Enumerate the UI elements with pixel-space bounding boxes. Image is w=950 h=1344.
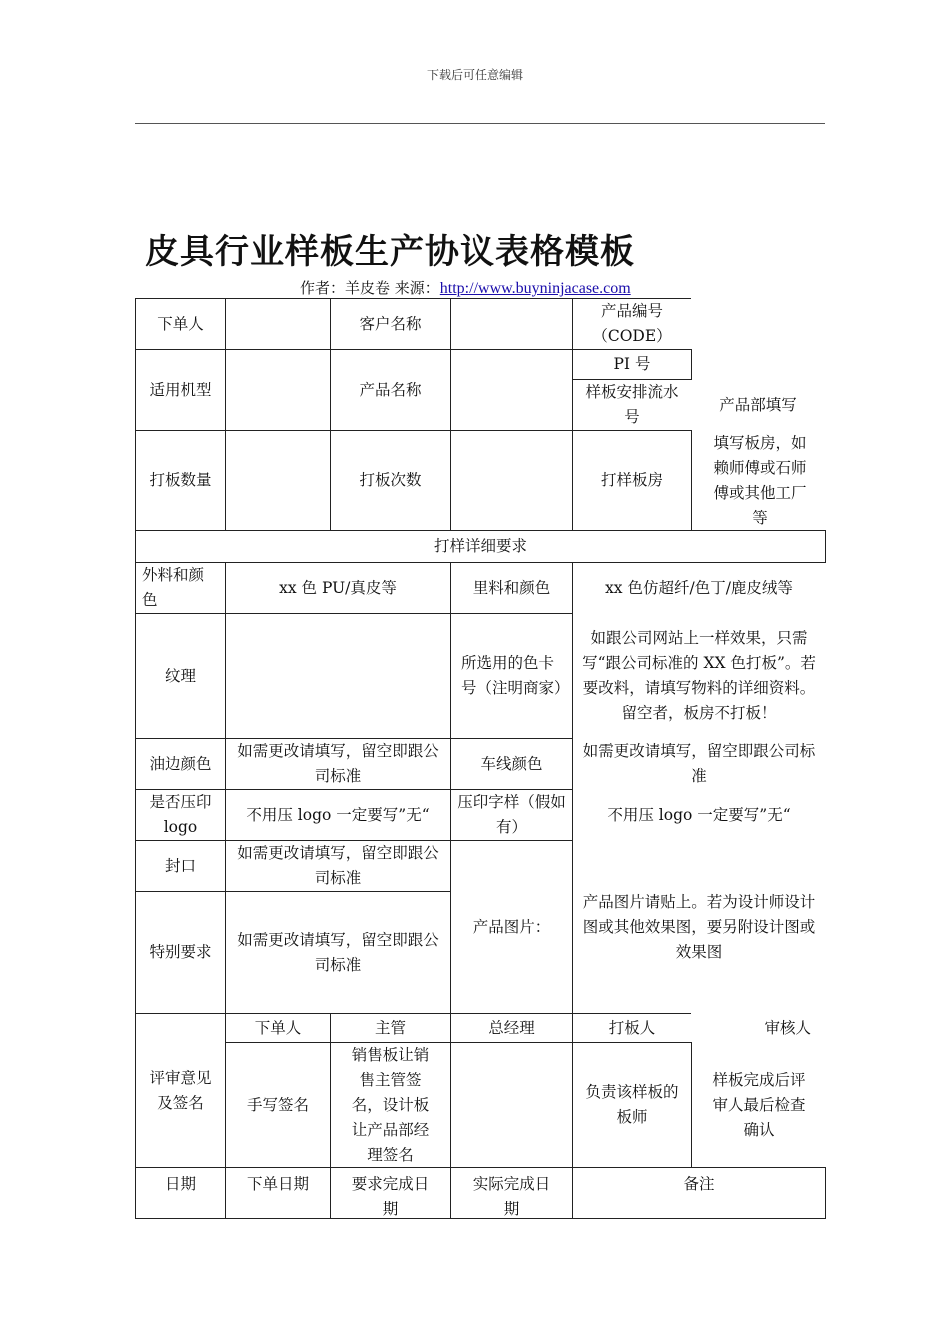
remarks[interactable]: 备注 bbox=[572, 1167, 826, 1219]
field-texture[interactable] bbox=[225, 613, 451, 739]
label-pi-no: PI 号 bbox=[572, 349, 692, 380]
product-image-note[interactable]: 产品图片请贴上。若为设计师设计图或其他效果图，要另附设计图或效果图 bbox=[576, 841, 822, 1013]
supervisor-sign[interactable]: 销售板让销售主管签名，设计板让产品部经理签名 bbox=[330, 1042, 451, 1168]
field-product-code[interactable] bbox=[691, 298, 825, 350]
field-order-person[interactable] bbox=[225, 298, 331, 350]
col-maker: 打板人 bbox=[572, 1013, 692, 1043]
col-gm: 总经理 bbox=[450, 1013, 573, 1043]
stitch-note[interactable]: 如需更改请填写，留空即跟公司标准 bbox=[576, 738, 822, 790]
source-link[interactable]: http://www.buyninjacase.com bbox=[439, 280, 631, 297]
col-reviewer: 审核人 bbox=[691, 1013, 825, 1043]
col-supervisor: 主管 bbox=[330, 1013, 451, 1043]
byline-prefix: 作者：羊皮卷 来源： bbox=[300, 279, 440, 297]
field-applicable-model[interactable] bbox=[225, 349, 331, 431]
label-press-logo: 是否压印logo bbox=[135, 789, 226, 841]
field-product-name[interactable] bbox=[450, 349, 573, 431]
detail-header: 打样详细要求 bbox=[135, 530, 826, 563]
label-product-code: 产品编号（CODE） bbox=[572, 298, 692, 350]
byline bbox=[300, 277, 631, 298]
field-seal[interactable]: 如需更改请填写，留空即跟公司标准 bbox=[225, 840, 451, 892]
field-press-logo[interactable]: 不用压 logo 一定要写”无“ bbox=[225, 789, 451, 841]
label-seal: 封口 bbox=[135, 840, 226, 892]
label-sample-flow-no: 样板安排流水号 bbox=[572, 379, 692, 431]
label-sample-times: 打板次数 bbox=[330, 430, 451, 531]
label-stitch-color: 车线颜色 bbox=[450, 738, 573, 790]
reviewer-sign[interactable]: 样板完成后评审人最后检查确认 bbox=[702, 1043, 816, 1167]
field-customer-name[interactable] bbox=[450, 298, 573, 350]
field-special-req[interactable]: 如需更改请填写，留空即跟公司标准 bbox=[225, 891, 451, 1014]
label-card-no: 所选用的色卡号（注明商家） bbox=[450, 613, 573, 739]
actual-date[interactable]: 实际完成日期 bbox=[450, 1167, 573, 1219]
label-applicable-model: 适用机型 bbox=[135, 349, 226, 431]
label-lining: 里料和颜色 bbox=[450, 562, 573, 614]
maker-sign[interactable]: 负责该样板的板师 bbox=[572, 1042, 692, 1168]
card-note[interactable]: 如跟公司网站上一样效果，只需写“跟公司标准的 XX 色打板”。若要改料，请填写物料的详细资料。留空者，板房不打板！ bbox=[576, 614, 822, 738]
field-outer-material[interactable]: xx 色 PU/真皮等 bbox=[225, 562, 451, 614]
label-review-sign: 评审意见及签名 bbox=[135, 1013, 226, 1168]
handwritten-sign[interactable]: 手写签名 bbox=[225, 1042, 331, 1168]
label-product-name: 产品名称 bbox=[330, 349, 451, 431]
label-edge-color: 油边颜色 bbox=[135, 738, 226, 790]
header-divider bbox=[135, 123, 825, 124]
required-date[interactable]: 要求完成日期 bbox=[330, 1167, 451, 1219]
field-sample-qty[interactable] bbox=[225, 430, 331, 531]
product-dept-fill: 产品部填写 bbox=[691, 380, 825, 430]
label-date: 日期 bbox=[135, 1167, 226, 1219]
field-edge-color[interactable]: 如需更改请填写，留空即跟公司标准 bbox=[225, 738, 451, 790]
label-outer-material: 外料和颜色 bbox=[135, 562, 226, 614]
order-date[interactable]: 下单日期 bbox=[225, 1167, 331, 1219]
gm-sign[interactable] bbox=[450, 1042, 573, 1168]
label-special-req: 特别要求 bbox=[135, 891, 226, 1014]
label-order-person: 下单人 bbox=[135, 298, 226, 350]
field-lining[interactable]: xx 色仿超纤/色丁/鹿皮绒等 bbox=[573, 563, 825, 613]
page-title: 皮具行业样板生产协议表格模板 bbox=[145, 232, 635, 272]
sample-room-note[interactable]: 填写板房，如赖师傅或石师傅或其他工厂等 bbox=[700, 430, 820, 531]
label-customer-name: 客户名称 bbox=[330, 298, 451, 350]
field-press-text[interactable]: 不用压 logo 一定要写”无“ bbox=[576, 790, 822, 840]
header-note: 下载后可任意编辑 bbox=[426, 68, 523, 82]
label-product-image: 产品图片： bbox=[450, 840, 573, 1014]
label-sample-room: 打样板房 bbox=[572, 430, 692, 531]
label-sample-qty: 打板数量 bbox=[135, 430, 226, 531]
label-press-text: 压印字样（假如有） bbox=[450, 789, 573, 841]
label-texture: 纹理 bbox=[135, 613, 226, 739]
col-order-person: 下单人 bbox=[225, 1013, 331, 1043]
field-sample-times[interactable] bbox=[450, 430, 573, 531]
